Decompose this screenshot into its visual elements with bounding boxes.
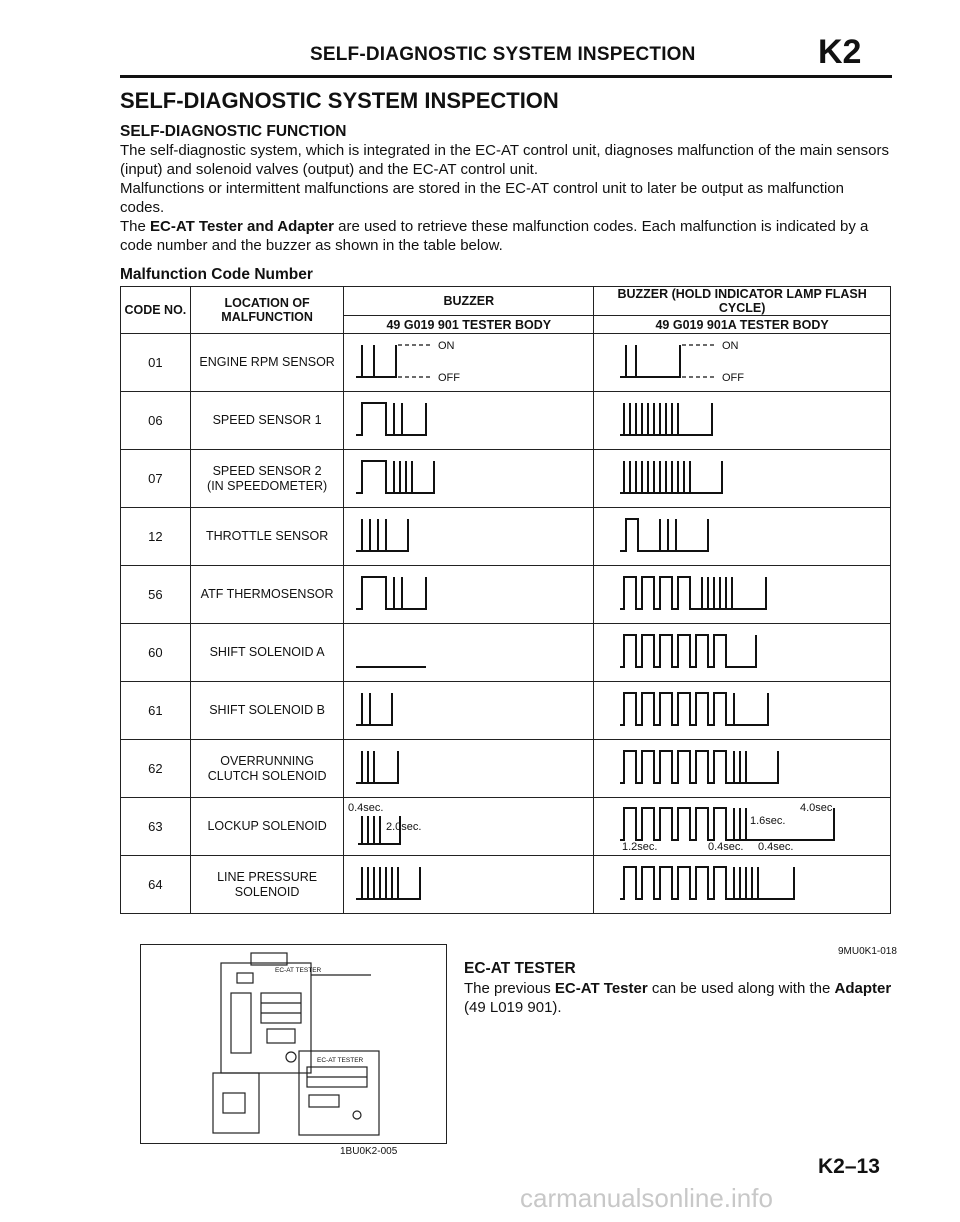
code-cell: 01 bbox=[121, 334, 191, 392]
hold-waveform-cell bbox=[594, 856, 891, 914]
hold-waveform-cell bbox=[594, 566, 891, 624]
hold-waveform-64 bbox=[618, 861, 858, 905]
hold-waveform-cell bbox=[594, 624, 891, 682]
para3-bold: EC-AT Tester and Adapter bbox=[150, 218, 334, 235]
tester-text-a: The previous bbox=[464, 980, 555, 997]
malfunction-code-table bbox=[120, 286, 891, 914]
hold-waveform-cell bbox=[594, 334, 891, 392]
location-cell bbox=[190, 508, 344, 566]
location-cell bbox=[190, 392, 344, 450]
location-line-1: SPEED SENSOR 2 bbox=[212, 463, 322, 478]
hold-waveform-cell bbox=[594, 450, 891, 508]
table-row bbox=[121, 450, 891, 508]
buzzer-waveform-56 bbox=[354, 571, 554, 615]
buzzer-waveform-64 bbox=[354, 861, 554, 905]
buzzer-waveform-cell bbox=[344, 856, 594, 914]
off-label: OFF bbox=[438, 372, 461, 383]
para3-text-a: The bbox=[120, 218, 151, 235]
code-cell: 12 bbox=[121, 508, 191, 566]
function-heading: SELF-DIAGNOSTIC FUNCTION bbox=[120, 123, 347, 140]
buzzer-waveform-cell bbox=[344, 566, 594, 624]
para3-text-b: are used to retrieve these malfunction codes. Each malfunction is indicated by a code number and the buzzer as shown in the table below. bbox=[120, 218, 869, 254]
table-row bbox=[121, 856, 891, 914]
location-cell bbox=[190, 334, 344, 392]
location-line-1: ATF THERMOSENSOR bbox=[200, 587, 334, 601]
section-code: K2 bbox=[818, 33, 862, 71]
time-label-1-2: 1.2sec. bbox=[622, 841, 658, 850]
hold-waveform-56 bbox=[618, 571, 858, 615]
tester-text-bold-2: Adapter bbox=[834, 980, 892, 997]
tester-figure-ref: 1BU0K2-005 bbox=[340, 1146, 398, 1157]
location-line-2: SOLENOID bbox=[234, 884, 300, 899]
table-row bbox=[121, 392, 891, 450]
on-label: ON bbox=[722, 340, 739, 352]
hold-waveform-61 bbox=[618, 687, 858, 731]
header-buzzer-hold: BUZZER (HOLD INDICATOR LAMP FLASH CYCLE) bbox=[594, 287, 891, 316]
table-row bbox=[121, 334, 891, 392]
buzzer-waveform-60 bbox=[354, 629, 554, 673]
tester-illustration bbox=[141, 945, 446, 1143]
table-row bbox=[121, 682, 891, 740]
function-para-2: Malfunctions or intermittent malfunctions are stored in the EC-AT control unit to later be output as malfunction codes. bbox=[120, 180, 844, 216]
header-code-no: CODE NO. bbox=[121, 287, 191, 334]
function-para-3 bbox=[120, 217, 892, 255]
hold-waveform-63 bbox=[618, 800, 858, 850]
code-cell: 61 bbox=[121, 682, 191, 740]
time-label-2-0: 2.0sec. bbox=[386, 821, 422, 833]
tester-text-c: (49 L019 901). bbox=[464, 999, 562, 1016]
hold-waveform-12 bbox=[618, 513, 858, 557]
location-cell bbox=[190, 856, 344, 914]
location-line-1: SHIFT SOLENOID A bbox=[209, 645, 325, 659]
buzzer-waveform-06 bbox=[354, 397, 554, 441]
buzzer-waveform-cell bbox=[344, 392, 594, 450]
hold-waveform-cell bbox=[594, 392, 891, 450]
buzzer-waveform-07 bbox=[354, 455, 554, 499]
location-line-1: SPEED SENSOR 1 bbox=[212, 413, 322, 427]
function-section bbox=[120, 122, 892, 255]
hold-waveform-60 bbox=[618, 629, 858, 673]
code-cell: 06 bbox=[121, 392, 191, 450]
buzzer-waveform-cell bbox=[344, 450, 594, 508]
location-line-1: LOCKUP SOLENOID bbox=[207, 819, 327, 833]
tester-text-b: can be used along with the bbox=[647, 980, 835, 997]
location-line-1: OVERRUNNING bbox=[220, 753, 314, 768]
location-cell bbox=[190, 624, 344, 682]
hold-waveform-62 bbox=[618, 745, 858, 789]
location-line-1: SHIFT SOLENOID B bbox=[209, 703, 325, 717]
buzzer-waveform-61 bbox=[354, 687, 554, 731]
buzzer-waveform-01 bbox=[354, 339, 554, 383]
hold-waveform-cell bbox=[594, 740, 891, 798]
page-title: SELF-DIAGNOSTIC SYSTEM INSPECTION bbox=[120, 88, 559, 113]
watermark: carmanualsonline.info bbox=[520, 1183, 773, 1213]
time-label-4-0: 4.0sec. bbox=[800, 802, 836, 814]
tester-label-top: EC-AT TESTER bbox=[275, 967, 322, 974]
header-buzzer: BUZZER bbox=[344, 287, 594, 316]
buzzer-waveform-cell bbox=[344, 740, 594, 798]
page-number: K2–13 bbox=[818, 1155, 880, 1178]
header-rule bbox=[120, 75, 892, 78]
tester-figure bbox=[140, 944, 447, 1144]
buzzer-waveform-cell bbox=[344, 624, 594, 682]
tester-label-bottom: EC-AT TESTER bbox=[317, 1057, 364, 1064]
table-row bbox=[121, 624, 891, 682]
function-para-1: The self-diagnostic system, which is integrated in the EC-AT control unit, diagnoses malfunction of the main sensors (input) and solenoid valves (output) and the EC-AT control unit. bbox=[120, 142, 889, 178]
tester-text-bold-1: EC-AT Tester bbox=[554, 980, 648, 997]
table-row bbox=[121, 798, 891, 856]
buzzer-waveform-cell bbox=[344, 798, 594, 856]
buzzer-waveform-63 bbox=[346, 800, 546, 850]
table-title: Malfunction Code Number bbox=[120, 266, 313, 283]
code-cell: 64 bbox=[121, 856, 191, 914]
location-cell bbox=[190, 450, 344, 508]
hold-waveform-01 bbox=[618, 339, 858, 383]
location-cell bbox=[190, 798, 344, 856]
header-tester-body: 49 G019 901 TESTER BODY bbox=[344, 316, 594, 334]
off-label: OFF bbox=[722, 372, 745, 383]
location-line-2: CLUTCH SOLENOID bbox=[207, 768, 327, 783]
table-figure-ref: 9MU0K1-018 bbox=[838, 946, 897, 957]
header-title: SELF-DIAGNOSTIC SYSTEM INSPECTION bbox=[310, 44, 696, 65]
table-row bbox=[121, 566, 891, 624]
buzzer-waveform-cell bbox=[344, 508, 594, 566]
location-cell bbox=[190, 682, 344, 740]
location-line-2: (IN SPEEDOMETER) bbox=[207, 478, 328, 493]
time-label-0-4b: 0.4sec. bbox=[758, 841, 794, 850]
hold-waveform-06 bbox=[618, 397, 858, 441]
hold-waveform-cell bbox=[594, 682, 891, 740]
code-cell: 07 bbox=[121, 450, 191, 508]
on-label: ON bbox=[438, 340, 455, 352]
hold-waveform-cell bbox=[594, 508, 891, 566]
tester-heading: EC-AT TESTER bbox=[464, 960, 576, 977]
location-line-1: ENGINE RPM SENSOR bbox=[199, 355, 335, 369]
table-row bbox=[121, 508, 891, 566]
buzzer-waveform-cell bbox=[344, 682, 594, 740]
location-cell bbox=[190, 566, 344, 624]
header-location: LOCATION OF MALFUNCTION bbox=[190, 287, 344, 334]
hold-waveform-cell bbox=[594, 798, 891, 856]
time-label-0-4: 0.4sec. bbox=[348, 802, 384, 814]
tester-text bbox=[464, 979, 892, 1017]
buzzer-waveform-cell bbox=[344, 334, 594, 392]
table-row bbox=[121, 740, 891, 798]
code-cell: 63 bbox=[121, 798, 191, 856]
hold-waveform-07 bbox=[618, 455, 858, 499]
code-cell: 60 bbox=[121, 624, 191, 682]
location-cell bbox=[190, 740, 344, 798]
location-line-1: LINE PRESSURE bbox=[217, 869, 318, 884]
buzzer-waveform-62 bbox=[354, 745, 554, 789]
time-label-1-6: 1.6sec. bbox=[750, 815, 786, 827]
time-label-0-4a: 0.4sec. bbox=[708, 841, 744, 850]
code-cell: 56 bbox=[121, 566, 191, 624]
location-line-1: THROTTLE SENSOR bbox=[205, 529, 329, 543]
buzzer-waveform-12 bbox=[354, 513, 554, 557]
code-cell: 62 bbox=[121, 740, 191, 798]
header-tester-body-a: 49 G019 901A TESTER BODY bbox=[594, 316, 891, 334]
